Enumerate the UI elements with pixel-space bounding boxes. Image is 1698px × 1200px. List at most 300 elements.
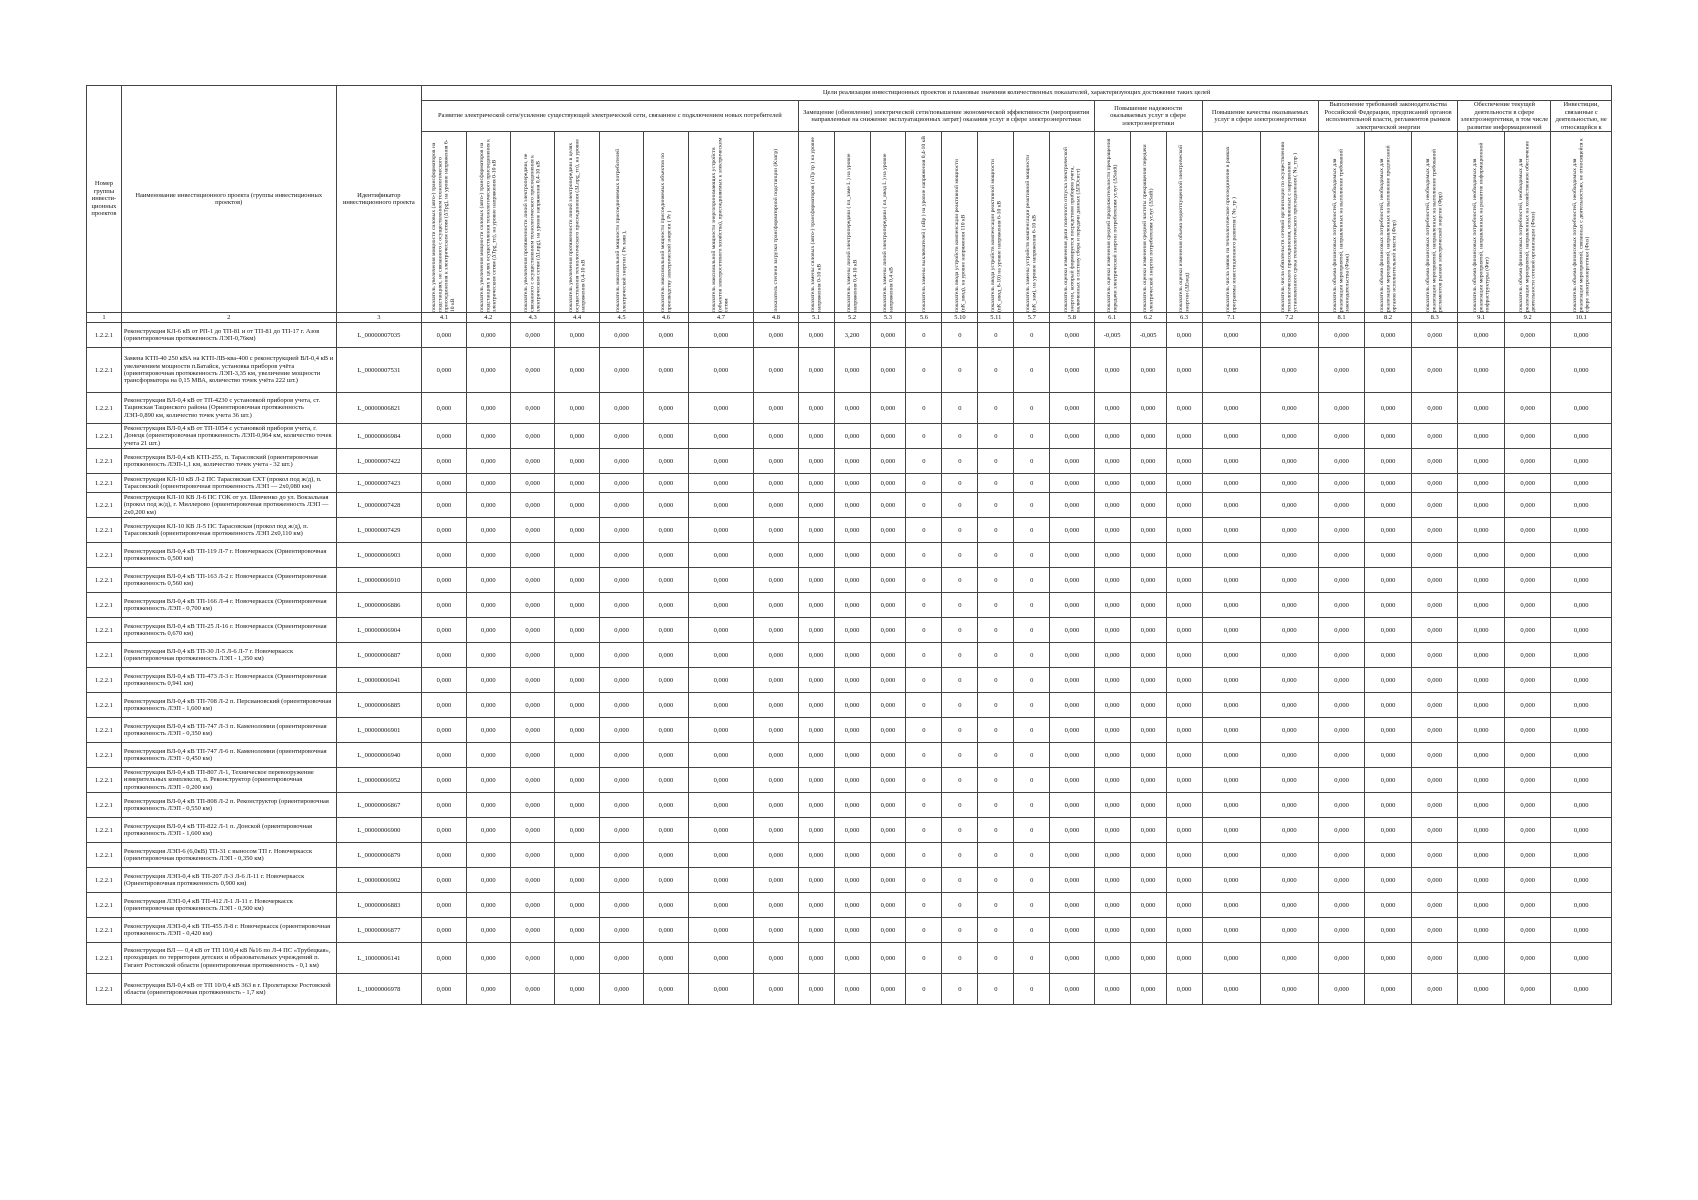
value-cell: 0,000 (834, 668, 870, 693)
value-cell: 0,000 (1458, 618, 1505, 643)
value-cell: 0 (906, 568, 942, 593)
column-number: 6.2 (1130, 313, 1166, 323)
value-cell: 0,000 (1202, 449, 1260, 474)
value-cell: 0,000 (1050, 693, 1094, 718)
value-cell: 0,000 (1166, 793, 1202, 818)
column-number: 10.1 (1551, 313, 1612, 323)
value-cell: 0 (906, 474, 942, 493)
value-cell: 0,000 (870, 643, 906, 668)
value-cell: 0,000 (422, 768, 466, 793)
value-cell: 0,000 (1365, 868, 1412, 893)
value-cell: 0,000 (1318, 474, 1365, 493)
header-indicator (1504, 132, 1551, 313)
value-cell: 0,000 (1318, 793, 1365, 818)
value-cell: 0 (1014, 918, 1050, 943)
group-number-cell: 1.2.2.1 (87, 693, 122, 718)
value-cell: 0,000 (555, 393, 599, 424)
value-cell: 0,000 (1458, 323, 1505, 348)
value-cell: 0,000 (1166, 449, 1202, 474)
value-cell: 0,000 (1504, 348, 1551, 393)
value-cell: 0,000 (754, 974, 798, 1005)
value-cell: 0 (978, 668, 1014, 693)
header-indicator (1365, 132, 1412, 313)
value-cell: 0,000 (1094, 348, 1130, 393)
value-cell: 0,000 (1202, 643, 1260, 668)
value-cell: 0,000 (688, 793, 754, 818)
header-indicator-text: показатель увеличения мощности силовых (авто-) трансформаторов на подстанциях в целях осуществления технологического присоединения к электрическим сетям (ΔTpg_тп), на уровне напряжения 0-10 кВ (478, 139, 498, 312)
project-id-cell: L_00000006879 (336, 843, 422, 868)
value-cell: 0,000 (1130, 593, 1166, 618)
value-cell: 0,000 (422, 493, 466, 518)
project-name-cell: Реконструкция ВЛ-0,4 кВ ТП-807 Л-1, Техническое перевооружение измерительных комплексов, п. Реконструктор (ориентировочная протяженность ЛЭП - 0,200 км) (121, 768, 336, 793)
project-id-cell: L_00000006940 (336, 743, 422, 768)
project-name-cell: Реконструкция ЛЭП-0,4 кВ ТП-207 Л-3 Л-6 Л-11 г. Новочеркасск (Ориентировочная протяженность 0,900 км) (121, 868, 336, 893)
value-cell: 0,000 (555, 323, 599, 348)
value-cell: 0,000 (511, 818, 555, 843)
value-cell: 0,000 (1094, 868, 1130, 893)
value-cell: 0,000 (870, 323, 906, 348)
value-cell: 0,000 (555, 643, 599, 668)
value-cell: 0,000 (1458, 518, 1505, 543)
value-cell: 0,000 (1365, 668, 1412, 693)
value-cell: 0,000 (422, 793, 466, 818)
column-number: 9.2 (1504, 313, 1551, 323)
header-indicator-text: показатель замены силовых (авто-) трансформаторов ( nTp тр ) на уровне напряжения 0-10 кВ (809, 137, 823, 312)
value-cell: 0,000 (1318, 424, 1365, 449)
value-cell: 0,000 (798, 943, 834, 974)
value-cell: 0,000 (1365, 518, 1412, 543)
header-indicator-text: показатель максимальной мощности присоединяемых потребителей электрической энергии ( Pn заяв ), (615, 148, 628, 312)
value-cell: 0,000 (644, 693, 688, 718)
value-cell: 0,000 (599, 348, 643, 393)
value-cell: 0,000 (798, 693, 834, 718)
header-indicator-text: показатель числа заявок на технологическое присоединение в рамках программы инвестиционного развития ( Nз_тр ) (1224, 146, 1238, 312)
value-cell: 0,000 (599, 743, 643, 768)
value-cell: 0,000 (1094, 493, 1130, 518)
value-cell: 0,000 (1260, 424, 1318, 449)
value-cell: 0,000 (1202, 893, 1260, 918)
value-cell: 0,000 (754, 793, 798, 818)
header-indicator-text: показатель увеличения мощности силовых (авто-) трансформаторов на подстанциях, не связанного с осуществлением технологического присоединения к электрическим сетям (ΔTpg), на уровне напряжения 6-10 кВ (431, 139, 457, 312)
header-indicator (422, 132, 466, 313)
project-id-cell: L_00000006910 (336, 568, 422, 593)
value-cell: 0,000 (1094, 518, 1130, 543)
value-cell: 0,000 (555, 668, 599, 693)
table-row (87, 393, 1612, 424)
value-cell: 0,000 (1130, 943, 1166, 974)
value-cell: 0,000 (1050, 593, 1094, 618)
value-cell: 0 (978, 718, 1014, 743)
value-cell: 0,000 (798, 424, 834, 449)
value-cell: 0,000 (1094, 668, 1130, 693)
value-cell: 0,000 (1050, 474, 1094, 493)
header-group-quality: Повышение качества оказываемых услуг в сфере электроэнергетики (1202, 101, 1318, 132)
value-cell: 0,000 (754, 768, 798, 793)
value-cell: 0 (906, 618, 942, 643)
value-cell: 0,000 (1260, 793, 1318, 818)
project-id-cell: L_10000006978 (336, 974, 422, 1005)
value-cell: 0,000 (1411, 518, 1458, 543)
value-cell: 0,000 (466, 768, 510, 793)
value-cell: 0,000 (1504, 918, 1551, 943)
value-cell: 0,000 (1050, 893, 1094, 918)
project-name-cell: Реконструкция ЛЭП-0,4 кВ ТП-455 Л-8 г. Новочеркасск (ориентировочная протяженность ЛЭП - 0,420 км) (121, 918, 336, 943)
value-cell: 0,000 (1504, 943, 1551, 974)
value-cell: 0,000 (834, 518, 870, 543)
value-cell: 0,000 (834, 393, 870, 424)
value-cell: 0,000 (1094, 943, 1130, 974)
value-cell: 0 (906, 743, 942, 768)
value-cell: 0,000 (1130, 693, 1166, 718)
group-number-cell: 1.2.2.1 (87, 893, 122, 918)
value-cell: 0,000 (1202, 493, 1260, 518)
value-cell: 0,000 (1551, 424, 1612, 449)
header-indicator-text: показатель объема финансовых потребностей, необходимых для реализации мероприятий, направленных на хозяйственное обеспечение деятельности сетевой организации (Фхоз) (1518, 141, 1537, 312)
value-cell: 0,000 (1551, 668, 1612, 693)
header-indicator-text: показатель замены линий электропередачи ( nл_заме L ) на уровне напряжения 0,4-10 кВ (845, 153, 859, 312)
value-cell: 0,000 (870, 943, 906, 974)
value-cell: 0,000 (1318, 348, 1365, 393)
value-cell: 0,000 (644, 943, 688, 974)
value-cell: 0,000 (1050, 743, 1094, 768)
header-indicator (1050, 132, 1094, 313)
header-indicator-text: показатель числа обязательств сетевой организации по осуществлению технологического присоединения, исполненных с нарушением установленного срока технологического присоединения ( Nз_тпр ) (1279, 141, 1299, 312)
value-cell: 0,000 (1411, 424, 1458, 449)
value-cell: 0,000 (1166, 843, 1202, 868)
value-cell: 0,000 (466, 693, 510, 718)
value-cell: 0 (942, 974, 978, 1005)
value-cell: 0,000 (1050, 518, 1094, 543)
value-cell: 0,000 (1365, 643, 1412, 668)
value-cell: 0,000 (599, 943, 643, 974)
value-cell: 0,000 (1166, 393, 1202, 424)
value-cell: 0,000 (1094, 718, 1130, 743)
value-cell: 0,000 (1458, 943, 1505, 974)
group-number-cell: 1.2.2.1 (87, 323, 122, 348)
project-name-cell: Реконструкция ВЛ-0,4 кВ ТП-163 Л-2 г. Новочеркасск (Ориентировочная протяженность 0,560 км) (121, 568, 336, 593)
value-cell: 0,000 (1202, 593, 1260, 618)
value-cell: 0,000 (688, 424, 754, 449)
value-cell: 0,000 (834, 618, 870, 643)
project-name-cell: Реконструкция ВЛ-0,4 кВ от ТП-4230 с установкой приборов учета, ст. Тацинская Тацинского района (Ориентировочная протяженность ЛЭП-0,890 км, количество точек учета 36 шт.) (121, 393, 336, 424)
value-cell: 0,000 (1050, 793, 1094, 818)
value-cell: 0 (942, 323, 978, 348)
value-cell: 0,000 (644, 974, 688, 1005)
column-number: 5.11 (978, 313, 1014, 323)
value-cell: 0,000 (599, 393, 643, 424)
value-cell: 0,000 (422, 393, 466, 424)
value-cell: 0,000 (1551, 974, 1612, 1005)
value-cell: 0,000 (1318, 643, 1365, 668)
value-cell: 0,000 (1260, 768, 1318, 793)
value-cell: 0,000 (1050, 974, 1094, 1005)
value-cell: 0,000 (834, 893, 870, 918)
value-cell: 0,000 (1365, 474, 1412, 493)
value-cell: 0,000 (754, 643, 798, 668)
value-cell: 0 (942, 793, 978, 818)
value-cell: 0,000 (1458, 568, 1505, 593)
value-cell: 0,000 (511, 793, 555, 818)
table-row (87, 693, 1612, 718)
value-cell: 0,000 (688, 868, 754, 893)
value-cell: 0 (978, 518, 1014, 543)
project-id-cell: L_00000007531 (336, 348, 422, 393)
value-cell: 0,000 (466, 449, 510, 474)
value-cell: 0,000 (511, 493, 555, 518)
value-cell: 0,000 (1260, 743, 1318, 768)
column-number: 1 (87, 313, 122, 323)
value-cell: 0,000 (599, 518, 643, 543)
value-cell: 0,000 (1094, 474, 1130, 493)
value-cell: 0,000 (644, 718, 688, 743)
value-cell: 0,000 (599, 593, 643, 618)
value-cell: 0 (1014, 893, 1050, 918)
group-number-cell: 1.2.2.1 (87, 618, 122, 643)
value-cell: 0,000 (798, 793, 834, 818)
value-cell: 0,000 (1202, 943, 1260, 974)
value-cell: 0,000 (834, 974, 870, 1005)
value-cell: 0,000 (1411, 668, 1458, 693)
value-cell: 0,000 (1318, 618, 1365, 643)
value-cell: 0,000 (1411, 718, 1458, 743)
value-cell: 0,000 (870, 743, 906, 768)
value-cell: 0 (906, 424, 942, 449)
value-cell: 0,000 (1411, 918, 1458, 943)
project-name-cell: Реконструкция КЛ-10 кВ Л-2 ПС Тарасовская СХТ (прокол под ж/д), п. Тарасовский (ориентировочная протяженность ЛЭП — 2х0,080 км) (121, 474, 336, 493)
value-cell: 0,000 (1260, 543, 1318, 568)
value-cell: 0,000 (870, 918, 906, 943)
value-cell: -0,005 (1130, 323, 1166, 348)
value-cell: 0,000 (1130, 843, 1166, 868)
value-cell: 0,000 (1130, 893, 1166, 918)
value-cell: 0,000 (798, 518, 834, 543)
value-cell: 0,000 (870, 618, 906, 643)
value-cell: 0,000 (1504, 643, 1551, 668)
group-number-cell: 1.2.2.1 (87, 424, 122, 449)
value-cell: 0 (906, 668, 942, 693)
value-cell: 0,000 (688, 818, 754, 843)
value-cell: 0,000 (1202, 618, 1260, 643)
value-cell: 0,000 (688, 974, 754, 1005)
value-cell: 0,000 (1458, 668, 1505, 693)
value-cell: 0 (978, 974, 1014, 1005)
project-id-cell: L_00000007429 (336, 518, 422, 543)
value-cell: 0,000 (599, 424, 643, 449)
value-cell: 0,000 (798, 543, 834, 568)
value-cell: 0,000 (1050, 643, 1094, 668)
value-cell: 0,000 (422, 943, 466, 974)
value-cell: 0,000 (1318, 693, 1365, 718)
value-cell: 0,000 (599, 868, 643, 893)
value-cell: 0 (906, 868, 942, 893)
value-cell: 0,000 (1551, 643, 1612, 668)
value-cell: 0,000 (754, 618, 798, 643)
value-cell: 0,000 (1094, 843, 1130, 868)
value-cell: 0,000 (1050, 543, 1094, 568)
header-indicator-text: показатель степени загрузки трансформаторной подстанции (Kзагр) (772, 149, 779, 312)
value-cell: 0,000 (1458, 893, 1505, 918)
value-cell: 0,000 (1166, 518, 1202, 543)
value-cell: 0 (978, 893, 1014, 918)
value-cell: 0,000 (1318, 593, 1365, 618)
value-cell: 0,000 (1094, 393, 1130, 424)
project-name-cell: Реконструкция ВЛ-0,4 кВ ТП-25 Л-16 г. Новочеркасск (Ориентировочная протяженность 0,670 км) (121, 618, 336, 643)
value-cell: 0 (1014, 743, 1050, 768)
value-cell: 0,000 (1260, 843, 1318, 868)
value-cell: 0,000 (511, 693, 555, 718)
header-indicator (834, 132, 870, 313)
value-cell: 0,000 (798, 593, 834, 618)
value-cell: 0,000 (1318, 393, 1365, 424)
value-cell: 0,000 (1411, 593, 1458, 618)
value-cell: 0,000 (1458, 393, 1505, 424)
table-row (87, 618, 1612, 643)
value-cell: 0,000 (1411, 893, 1458, 918)
value-cell: 0,000 (1202, 668, 1260, 693)
value-cell: 0,000 (1411, 693, 1458, 718)
project-name-cell: Замена КТП-40 250 кВА на КТП-ЛВ-ква-400 с реконструкцией ВЛ-0,4 кВ и увеличением мощности п.Батайск, установка приборов учёта (ориентировочная протяженность ЛЭП-3,35 км, увеличение мощности трансформатора на 0,15 МВА, количество точек учёта 222 шт.) (121, 348, 336, 393)
value-cell: 0,000 (1458, 868, 1505, 893)
value-cell: 0,000 (1551, 449, 1612, 474)
value-cell: 0,000 (754, 868, 798, 893)
value-cell: 0,000 (1202, 543, 1260, 568)
value-cell: 0,000 (1504, 518, 1551, 543)
value-cell: 0 (942, 449, 978, 474)
value-cell: 0,000 (1166, 743, 1202, 768)
value-cell: 0,000 (1166, 868, 1202, 893)
value-cell: 0,000 (466, 668, 510, 693)
value-cell: 0,000 (834, 868, 870, 893)
value-cell: 0,000 (1260, 449, 1318, 474)
project-name-cell: Реконструкция ВЛ-0,4 кВ ТП-822 Л-1 п. Донской (ориентировочная протяженность ЛЭП - 1,600 км) (121, 818, 336, 843)
table-row (87, 668, 1612, 693)
project-id-cell: L_00000006867 (336, 793, 422, 818)
value-cell: 0,000 (1504, 718, 1551, 743)
project-id-cell: L_00000006904 (336, 618, 422, 643)
table-row (87, 974, 1612, 1005)
value-cell: 0,000 (1130, 868, 1166, 893)
value-cell: 0,000 (466, 868, 510, 893)
value-cell: 0,000 (1202, 843, 1260, 868)
value-cell: 0,000 (1458, 493, 1505, 518)
value-cell: 0 (906, 348, 942, 393)
value-cell: 0 (1014, 843, 1050, 868)
value-cell: 0 (1014, 868, 1050, 893)
column-number: 4.5 (599, 313, 643, 323)
project-id-cell: L_00000006984 (336, 424, 422, 449)
value-cell: 0,000 (555, 568, 599, 593)
value-cell: 0,000 (1411, 323, 1458, 348)
value-cell: 0,000 (1318, 743, 1365, 768)
value-cell: 0,000 (834, 843, 870, 868)
value-cell: 0,000 (1458, 974, 1505, 1005)
value-cell: 0,000 (1166, 493, 1202, 518)
value-cell: 0,000 (422, 518, 466, 543)
column-number: 4.8 (754, 313, 798, 323)
value-cell: 0,000 (555, 768, 599, 793)
header-indicator (1014, 132, 1050, 313)
value-cell: 0,000 (870, 348, 906, 393)
value-cell: 0,000 (1411, 843, 1458, 868)
value-cell: 0,000 (644, 918, 688, 943)
value-cell: 0,000 (1166, 618, 1202, 643)
header-indicator-text: показатель объема финансовых потребностей, необходимых для реализации мероприятий, связанных с деятельностью, не относящейся к сфере электроэнергетики (Фнэ) (1571, 138, 1591, 312)
value-cell: 0,000 (1094, 743, 1130, 768)
value-cell: 0,000 (1318, 893, 1365, 918)
value-cell: 0,000 (555, 818, 599, 843)
value-cell: 0,000 (754, 818, 798, 843)
value-cell: 0,000 (466, 643, 510, 668)
header-indicator-text: показатель объема финансовых потребностей, необходимых для реализации мероприятий, направленных на выполнение требований регламентов рынков электрической энергии (Фрр) (1425, 149, 1444, 312)
value-cell: 0 (1014, 643, 1050, 668)
value-cell: 3,200 (834, 323, 870, 348)
value-cell: 0,000 (1365, 593, 1412, 618)
value-cell: 0,000 (644, 449, 688, 474)
value-cell: 0,000 (1130, 793, 1166, 818)
value-cell: 0,000 (754, 348, 798, 393)
value-cell: 0,000 (599, 818, 643, 843)
value-cell: 0,000 (1050, 424, 1094, 449)
header-project-name: Наименование инвестиционного проекта (группы инвестиционных проектов) (121, 86, 336, 313)
header-indicator-text: показатель увеличения протяженности линий электропередачи, не связанного с осуществлением технологического присоединения к электрическим сетям (ΔLnpg), на уровне напряжения 0,4-10 кВ (523, 153, 542, 312)
column-number: 3 (336, 313, 422, 323)
project-name-cell: Реконструкция ВЛ-0,4 кВ ТП-166 Л-4 г. Новочеркасск (Ориентировочная протяженность ЛЭП - 0,700 км) (121, 593, 336, 618)
value-cell: 0,000 (1260, 474, 1318, 493)
value-cell: 0,000 (1166, 718, 1202, 743)
value-cell: 0,000 (1365, 348, 1412, 393)
value-cell: 0 (942, 518, 978, 543)
value-cell: 0,000 (1318, 918, 1365, 943)
header-indicator (644, 132, 688, 313)
value-cell: 0,000 (555, 974, 599, 1005)
value-cell: 0 (1014, 518, 1050, 543)
value-cell: 0,000 (1130, 768, 1166, 793)
value-cell: 0,000 (555, 793, 599, 818)
value-cell: 0,000 (1365, 793, 1412, 818)
column-number: 7.2 (1260, 313, 1318, 323)
table-row (87, 768, 1612, 793)
value-cell: 0,000 (1551, 893, 1612, 918)
value-cell: 0,000 (644, 593, 688, 618)
table-row (87, 793, 1612, 818)
value-cell: 0,000 (599, 793, 643, 818)
value-cell: 0,000 (1365, 449, 1412, 474)
value-cell: 0 (906, 943, 942, 974)
value-cell: 0,000 (1504, 493, 1551, 518)
column-number: 9.1 (1458, 313, 1505, 323)
value-cell: 0,000 (1458, 743, 1505, 768)
value-cell: 0,000 (599, 493, 643, 518)
value-cell: 0 (942, 768, 978, 793)
header-group-other: Инвестиции, связанные с деятельностью, не относящейся к (1551, 101, 1612, 132)
value-cell: 0,000 (599, 974, 643, 1005)
value-cell: 0 (906, 693, 942, 718)
value-cell: 0,000 (466, 593, 510, 618)
value-cell: 0,000 (422, 893, 466, 918)
table-row (87, 818, 1612, 843)
header-indicator (798, 132, 834, 313)
value-cell: 0,000 (798, 743, 834, 768)
value-cell: 0,000 (511, 868, 555, 893)
value-cell: 0 (942, 618, 978, 643)
value-cell: 0,000 (1458, 768, 1505, 793)
value-cell: 0,000 (1318, 568, 1365, 593)
value-cell: 0,000 (1318, 493, 1365, 518)
value-cell: 0,000 (688, 843, 754, 868)
value-cell: 0,000 (555, 474, 599, 493)
value-cell: 0,000 (1551, 843, 1612, 868)
value-cell: 0,000 (466, 843, 510, 868)
